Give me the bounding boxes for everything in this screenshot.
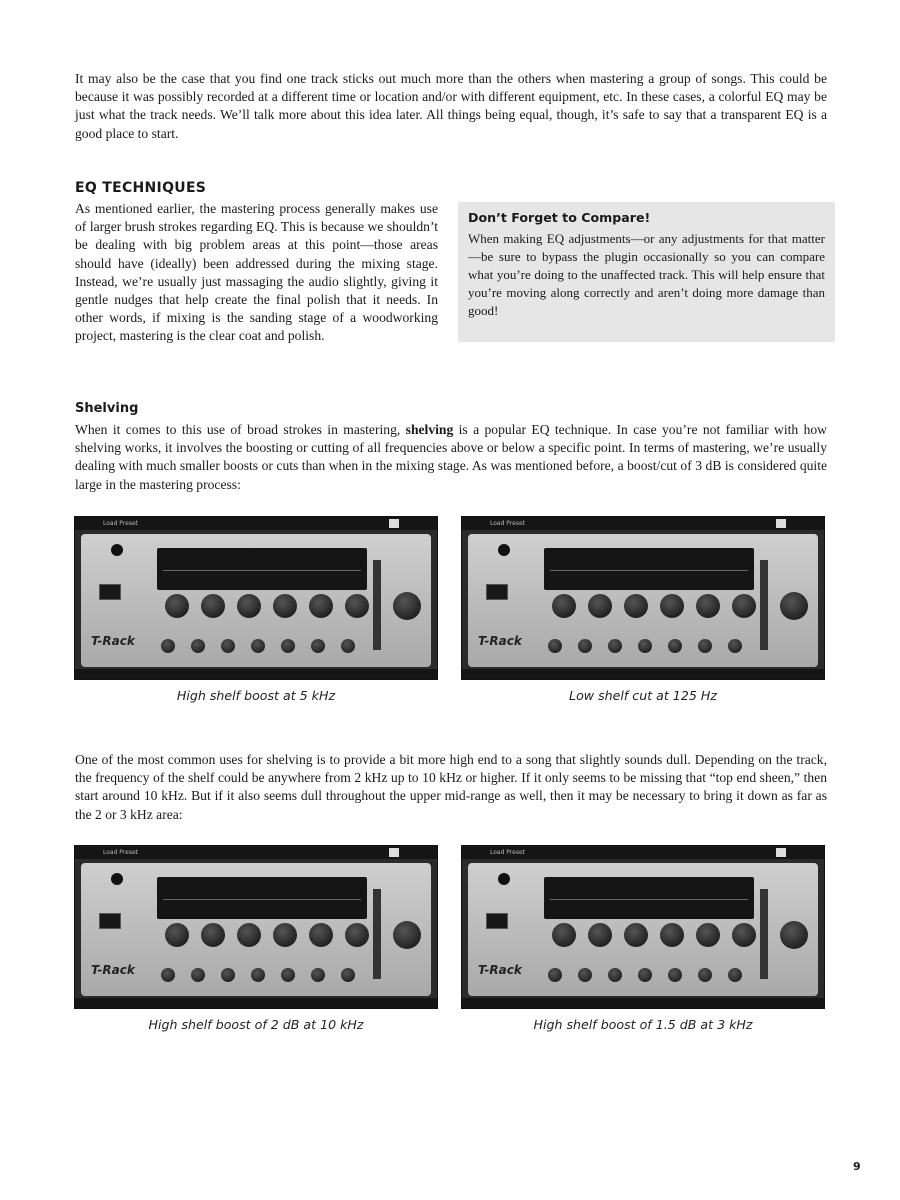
- small-knob: [191, 639, 205, 653]
- common-uses-paragraph: One of the most common uses for shelving is to provide a bit more high end to a song that slightly sounds dull. Depending on the track, the frequency of the shelf could be anywhere from 2 kHz up to 10 kHz or higher. If it only seems to be missing that “top end sheen,” then start around 10 kHz. But if it also seems dull throughout the upper mid-range as well, then it may be necessary to bring it down as far as the 2 or 3 kHz area:: [75, 752, 827, 822]
- eq-knob: [237, 923, 261, 947]
- small-knob: [251, 639, 265, 653]
- mode-switch: [99, 913, 121, 929]
- load-preset-label: Load Preset: [490, 849, 526, 856]
- small-knob: [578, 968, 592, 982]
- figure-caption: High shelf boost of 2 dB at 10 kHz: [148, 1017, 364, 1032]
- small-knob: [548, 968, 562, 982]
- plugin-logo: T-Rack: [91, 634, 135, 648]
- level-meter: [373, 560, 381, 650]
- plugin-toolbar: [462, 517, 824, 530]
- shelving-term: shelving: [405, 422, 454, 437]
- eq-plugin-screenshot: [74, 845, 438, 1009]
- small-knob: [608, 639, 622, 653]
- power-icon: [111, 544, 123, 556]
- level-meter: [373, 889, 381, 979]
- shelving-paragraph: [75, 421, 827, 494]
- small-knob: [221, 639, 235, 653]
- plugin-faceplate: [468, 534, 818, 667]
- load-preset-label: Load Preset: [490, 520, 526, 527]
- eq-knob: [732, 594, 756, 618]
- plugin-faceplate: [468, 863, 818, 996]
- load-preset-label: Load Preset: [103, 849, 139, 856]
- small-knob: [311, 968, 325, 982]
- figure-caption: Low shelf cut at 125 Hz: [569, 688, 717, 703]
- power-icon: [498, 544, 510, 556]
- output-knob: [780, 592, 808, 620]
- eq-knob: [309, 923, 333, 947]
- plugin-footer: [462, 669, 824, 679]
- small-knob: [161, 639, 175, 653]
- eq-plugin-screenshot: [461, 845, 825, 1009]
- shelving-text-before: When it comes to this use of broad strokes in mastering,: [75, 422, 406, 437]
- eq-knob: [588, 594, 612, 618]
- close-icon: [776, 519, 786, 528]
- eq-knob: [273, 923, 297, 947]
- shelving-text-after: is a popular EQ technique. In case you’re not familiar with how shelving works, it involves the boosting or cutting of all frequencies above or below a specific point. In terms of mastering, we’re usually dealing with much smaller boosts or cuts than when in the mixing stage. As was mentioned before, a boost/cut of 3 dB is considered quite large in the mastering process:: [75, 422, 827, 492]
- mode-switch: [486, 584, 508, 600]
- small-knob: [281, 968, 295, 982]
- small-knob: [668, 968, 682, 982]
- callout-body: When making EQ adjustments—or any adjustments for that matter—be sure to bypass the plugin occasionally so you can compare what you’re doing to the unaffected track. This will help ensure that you’re moving along correctly and aren’t doing more damage than good!: [468, 231, 825, 318]
- shelving-heading: Shelving: [75, 401, 139, 416]
- eq-knob: [588, 923, 612, 947]
- plugin-faceplate: [81, 863, 431, 996]
- intro-paragraph: It may also be the case that you find one track sticks out much more than the others when mastering a group of songs. This could be because it was possibly recorded at a different time or location and/or with different equipment, etc. In these cases, a colorful EQ may be just what the track needs. We’ll talk more about this idea later. All things being equal, though, it’s safe to say that a transparent EQ is a good place to start.: [75, 71, 827, 141]
- small-knob: [221, 968, 235, 982]
- eq-knob: [552, 923, 576, 947]
- small-knob: [698, 968, 712, 982]
- eq-knob: [237, 594, 261, 618]
- small-knob: [728, 968, 742, 982]
- eq-knob: [660, 594, 684, 618]
- small-knob: [251, 968, 265, 982]
- plugin-toolbar: [75, 846, 437, 859]
- eq-knob: [345, 923, 369, 947]
- power-icon: [111, 873, 123, 885]
- eq-techniques-paragraph: As mentioned earlier, the mastering process generally makes use of larger brush strokes regarding EQ. This is because we shouldn’t be dealing with big problem areas at this point—those areas should have (ideally) been addressed during the mixing stage. Instead, we’re usually just massaging the audio slightly, giving it gentle nudges that help create the final polish that it needs. In other words, if mixing is the sanding stage of a woodworking project, mastering is the clear coat and polish.: [75, 201, 438, 344]
- eq-knob: [696, 594, 720, 618]
- eq-curve-display: [157, 877, 367, 919]
- small-knob: [728, 639, 742, 653]
- plugin-toolbar: [462, 846, 824, 859]
- level-meter: [760, 889, 768, 979]
- callout-title: Don’t Forget to Compare!: [468, 210, 651, 225]
- mode-switch: [486, 913, 508, 929]
- output-knob: [780, 921, 808, 949]
- small-knob: [341, 968, 355, 982]
- eq-knob: [165, 923, 189, 947]
- small-knob: [668, 639, 682, 653]
- plugin-toolbar: [75, 517, 437, 530]
- small-knob: [311, 639, 325, 653]
- output-knob: [393, 921, 421, 949]
- eq-plugin-screenshot: [461, 516, 825, 680]
- load-preset-label: Load Preset: [103, 520, 139, 527]
- eq-knob: [309, 594, 333, 618]
- close-icon: [389, 519, 399, 528]
- output-knob: [393, 592, 421, 620]
- eq-curve-display: [544, 548, 754, 590]
- eq-knob: [201, 594, 225, 618]
- small-knob: [638, 639, 652, 653]
- page-number: 9: [853, 1160, 861, 1173]
- eq-knob: [201, 923, 225, 947]
- eq-knob: [732, 923, 756, 947]
- figure-caption: High shelf boost of 1.5 dB at 3 kHz: [533, 1017, 753, 1032]
- small-knob: [548, 639, 562, 653]
- eq-knob: [624, 594, 648, 618]
- plugin-logo: T-Rack: [478, 634, 522, 648]
- plugin-logo: T-Rack: [478, 963, 522, 977]
- eq-knob: [345, 594, 369, 618]
- compare-callout-box: [458, 202, 835, 342]
- plugin-footer: [462, 998, 824, 1008]
- small-knob: [638, 968, 652, 982]
- plugin-footer: [75, 669, 437, 679]
- small-knob: [191, 968, 205, 982]
- eq-knob: [696, 923, 720, 947]
- small-knob: [578, 639, 592, 653]
- small-knob: [161, 968, 175, 982]
- eq-knob: [273, 594, 297, 618]
- power-icon: [498, 873, 510, 885]
- eq-curve-display: [157, 548, 367, 590]
- eq-knob: [552, 594, 576, 618]
- eq-knob: [624, 923, 648, 947]
- small-knob: [698, 639, 712, 653]
- small-knob: [281, 639, 295, 653]
- plugin-faceplate: [81, 534, 431, 667]
- plugin-logo: T-Rack: [91, 963, 135, 977]
- close-icon: [389, 848, 399, 857]
- small-knob: [341, 639, 355, 653]
- mode-switch: [99, 584, 121, 600]
- level-meter: [760, 560, 768, 650]
- figure-caption: High shelf boost at 5 kHz: [176, 688, 336, 703]
- plugin-footer: [75, 998, 437, 1008]
- eq-knob: [165, 594, 189, 618]
- eq-knob: [660, 923, 684, 947]
- eq-curve-display: [544, 877, 754, 919]
- close-icon: [776, 848, 786, 857]
- eq-plugin-screenshot: [74, 516, 438, 680]
- small-knob: [608, 968, 622, 982]
- eq-techniques-heading: EQ TECHNIQUES: [75, 180, 207, 196]
